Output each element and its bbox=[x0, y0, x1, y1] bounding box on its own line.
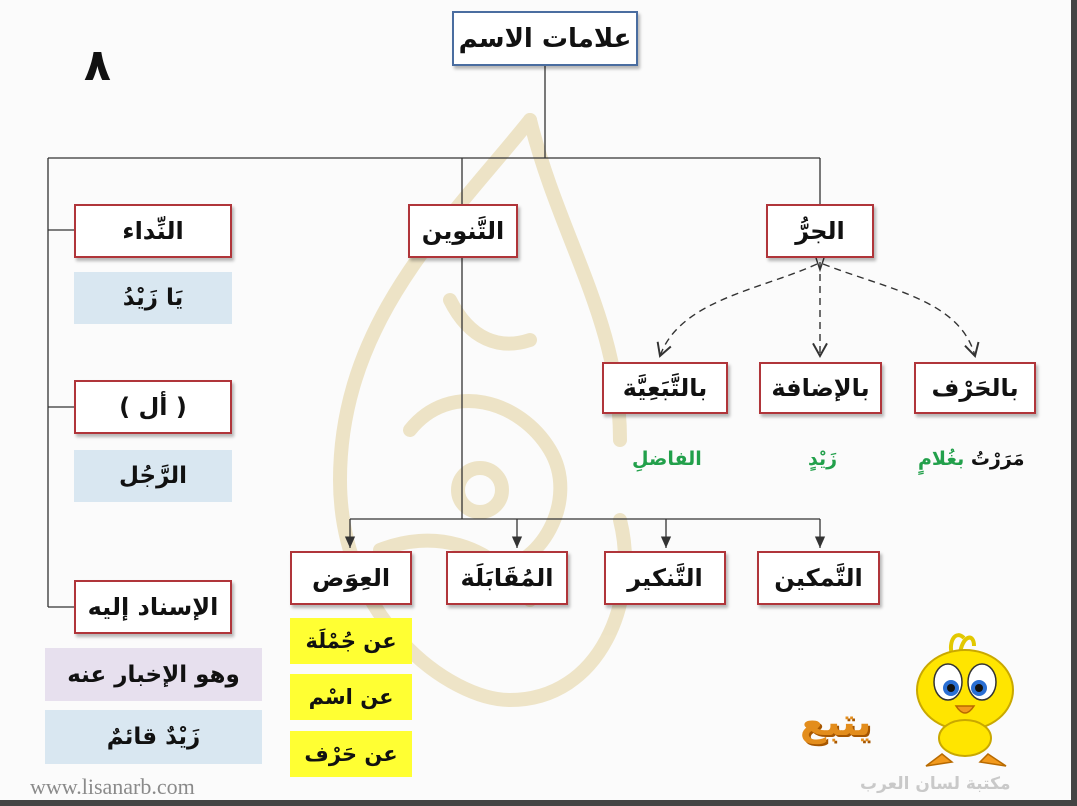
jarr-by-idafa-box: بالإضافة bbox=[759, 362, 882, 414]
nidaa-example: يَا زَيْدُ bbox=[74, 272, 232, 324]
website-url: www.lisanarb.com bbox=[30, 774, 195, 799]
next-label: يتبع bbox=[800, 700, 872, 744]
isnad-box: الإسناد إليه bbox=[74, 580, 232, 634]
tanween-box: التَّنوين bbox=[408, 204, 518, 258]
jarr-box: الجرُّ bbox=[766, 204, 874, 258]
title-box: علامات الاسم bbox=[452, 11, 638, 66]
jarr-following-example: الفاضلِ bbox=[632, 448, 702, 470]
isnad-explanation: وهو الإخبار عنه bbox=[45, 648, 262, 701]
tanween-iwad-box: العِوَض bbox=[290, 551, 412, 605]
nidaa-box: النِّداء bbox=[74, 204, 232, 258]
jarr-by-following-box: بالتَّبَعِيَّة bbox=[602, 362, 728, 414]
slide-number: ٨ bbox=[84, 40, 111, 91]
tanween-tamkeen-box: التَّمكين bbox=[757, 551, 880, 605]
jarr-by-letter-box: بالحَرْف bbox=[914, 362, 1036, 414]
iwad-example-letter: عن حَرْف bbox=[290, 731, 412, 777]
jarr-letter-example bbox=[918, 448, 1024, 470]
iwad-example-noun: عن اسْم bbox=[290, 674, 412, 720]
tweety-bird-illustration bbox=[890, 620, 1040, 770]
al-box: ( أل ) bbox=[74, 380, 232, 434]
al-example: الرَّجُل bbox=[74, 450, 232, 502]
tanween-muqabala-box: المُقَابَلَة bbox=[446, 551, 568, 605]
library-name: مكتبة لسان العرب bbox=[860, 774, 1011, 794]
tanween-tankeer-box: التَّنكير bbox=[604, 551, 726, 605]
jarr-idafa-example: زَيْدٍ bbox=[808, 448, 838, 470]
iwad-example-sentence: عن جُمْلَة bbox=[290, 618, 412, 664]
jarr-letter-example-noun: بغُلامٍ bbox=[918, 448, 965, 470]
isnad-example: زَيْدٌ قائمٌ bbox=[45, 710, 262, 764]
jarr-letter-example-verb: مَرَرْتُ bbox=[970, 448, 1025, 470]
